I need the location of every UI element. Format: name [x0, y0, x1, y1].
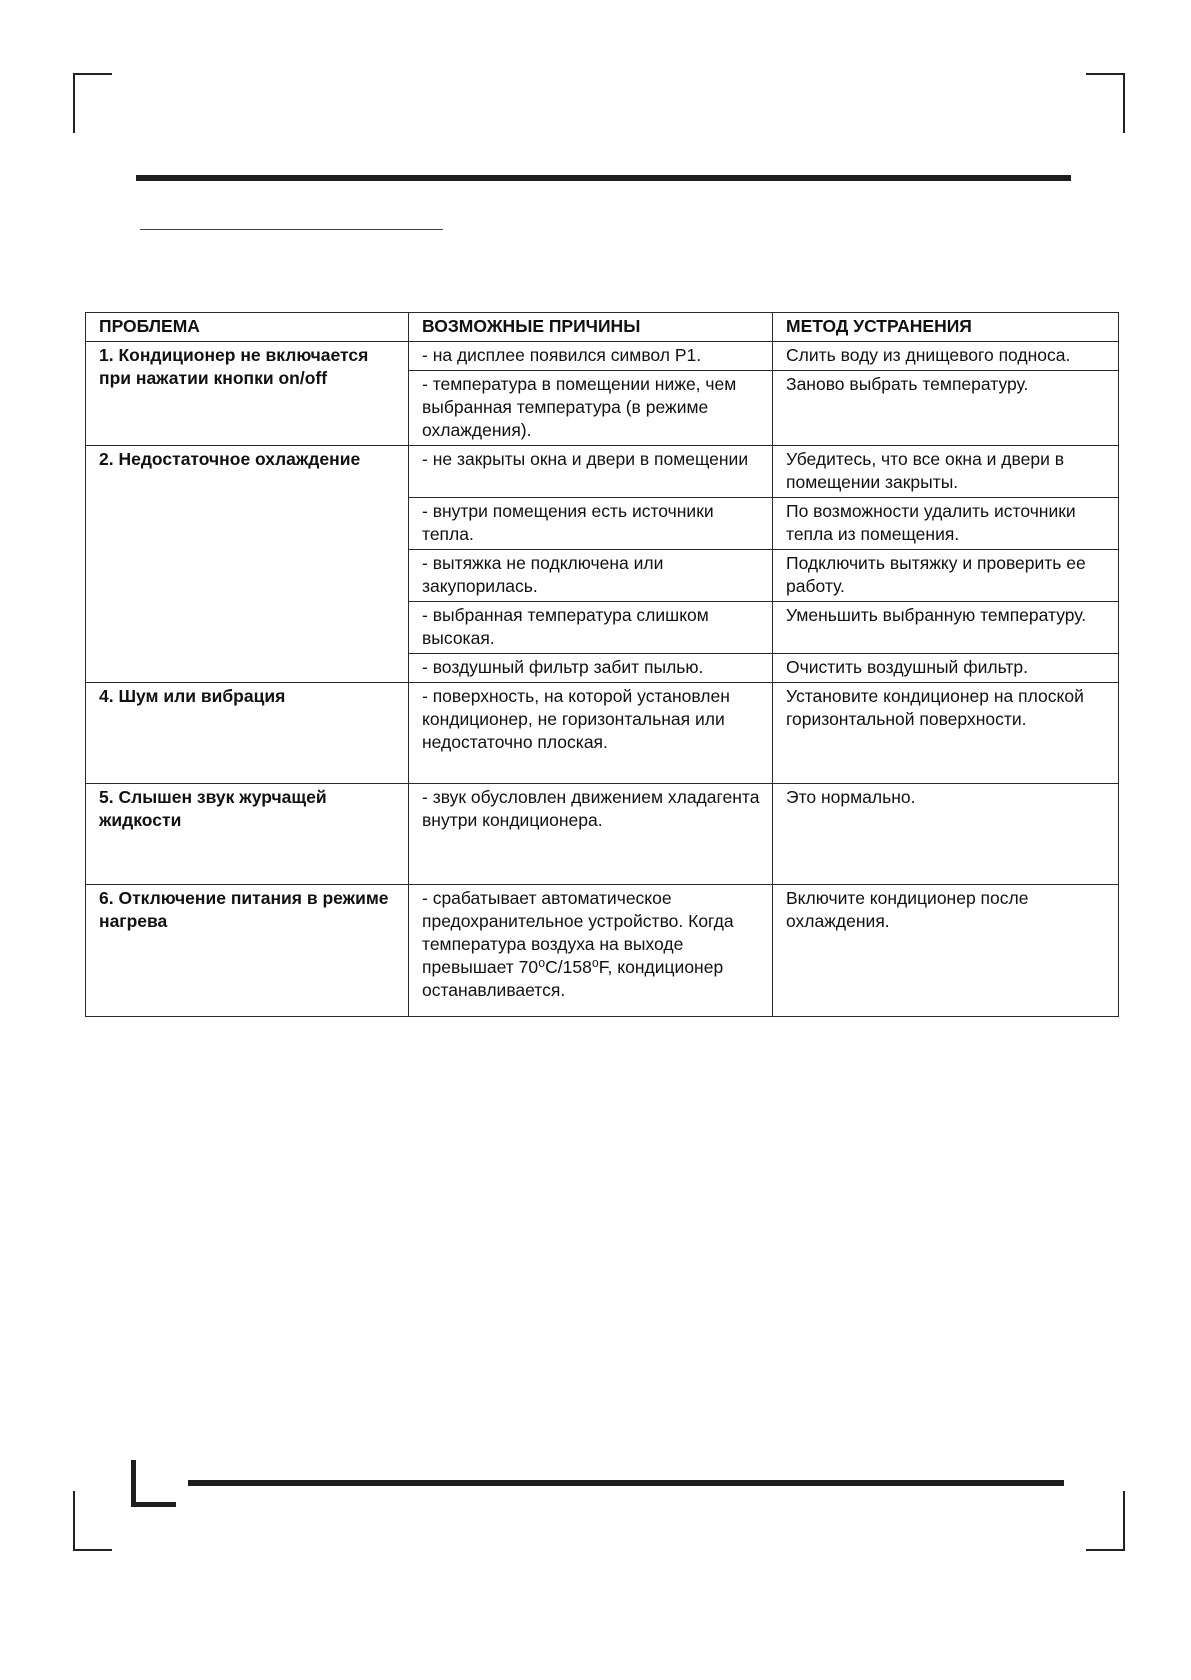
remedy-cell: Установите кондиционер на плоской горизонтальной поверхности.: [773, 683, 1119, 784]
remedy-cell: Убедитесь, что все окна и двери в помещении закрыты.: [773, 446, 1119, 498]
cause-cell: - поверхность, на которой установлен кондиционер, не горизонтальная или недостаточно плоская.: [409, 683, 773, 784]
problem-cell: 5. Слышен звук журчащей жидкости: [86, 784, 409, 885]
crop-mark-top-left: [73, 73, 112, 133]
table-row: [86, 342, 1119, 371]
cause-cell: - на дисплее появился символ Р1.: [409, 342, 773, 371]
table-row: [86, 885, 1119, 1017]
header-causes: ВОЗМОЖНЫЕ ПРИЧИНЫ: [409, 313, 773, 342]
cause-cell: - воздушный фильтр забит пылью.: [409, 654, 773, 683]
cause-cell: - внутри помещения есть источники тепла.: [409, 498, 773, 550]
cause-cell: - звук обусловлен движением хладагента внутри кондиционера.: [409, 784, 773, 885]
section-underline: [140, 229, 443, 230]
crop-mark-bottom-left: [73, 1491, 112, 1551]
cause-cell: - температура в помещении ниже, чем выбранная температура (в режиме охлаждения).: [409, 371, 773, 446]
table-row: [86, 683, 1119, 784]
crop-mark-top-right: [1086, 73, 1125, 133]
remedy-cell: Включите кондиционер после охлаждения.: [773, 885, 1119, 1017]
troubleshooting-table: [85, 312, 1119, 1017]
crop-mark-bottom-right: [1086, 1491, 1125, 1551]
problem-cell: 2. Недостаточное охлаждение: [86, 446, 409, 683]
cause-cell: - срабатывает автоматическое предохранительное устройство. Когда температура воздуха на выходе превышает 70⁰С/158⁰F, кондиционер останавливается.: [409, 885, 773, 1017]
cause-cell: - не закрыты окна и двери в помещении: [409, 446, 773, 498]
remedy-cell: Очистить воздушный фильтр.: [773, 654, 1119, 683]
table-header-row: [86, 313, 1119, 342]
cause-cell: - вытяжка не подключена или закупорилась.: [409, 550, 773, 602]
header-problem: ПРОБЛЕМА: [86, 313, 409, 342]
table-row: [86, 784, 1119, 885]
table-row: [86, 446, 1119, 498]
footer-rule: [188, 1480, 1064, 1486]
remedy-cell: По возможности удалить источники тепла из помещения.: [773, 498, 1119, 550]
problem-cell: 4. Шум или вибрация: [86, 683, 409, 784]
header-rule: [136, 175, 1071, 181]
remedy-cell: Заново выбрать температуру.: [773, 371, 1119, 446]
cause-cell: - выбранная температура слишком высокая.: [409, 602, 773, 654]
problem-cell: 1. Кондиционер не включается при нажатии кнопки on/off: [86, 342, 409, 446]
remedy-cell: Слить воду из днищевого подноса.: [773, 342, 1119, 371]
remedy-cell: Уменьшить выбранную температуру.: [773, 602, 1119, 654]
problem-cell: 6. Отключение питания в режиме нагрева: [86, 885, 409, 1017]
header-remedy: МЕТОД УСТРАНЕНИЯ: [773, 313, 1119, 342]
remedy-cell: Это нормально.: [773, 784, 1119, 885]
remedy-cell: Подключить вытяжку и проверить ее работу.: [773, 550, 1119, 602]
footer-corner-mark: [131, 1460, 176, 1507]
